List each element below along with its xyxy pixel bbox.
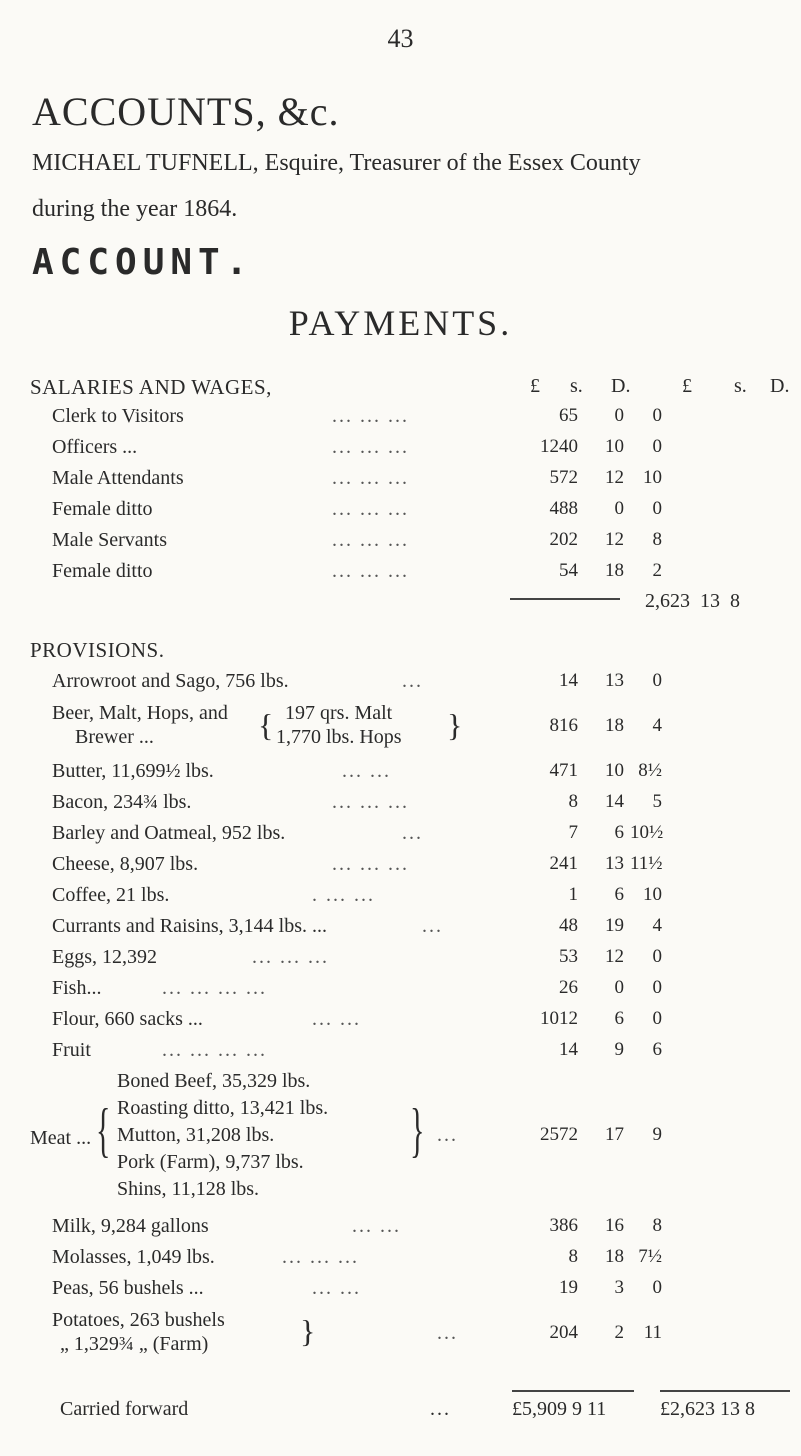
item-label: Flour, 660 sacks ...	[52, 1008, 203, 1030]
leader-dots: ... ... ...	[332, 853, 409, 875]
amount-pence: 0	[652, 405, 662, 426]
amount-pence: 0	[652, 1008, 662, 1029]
payments-title: PAYMENTS.	[288, 303, 513, 343]
col-head-shillings: s.	[570, 375, 583, 397]
total-pence: 8	[730, 590, 740, 612]
item-label: Fish...	[52, 977, 102, 999]
leader-dots: ... ... ...	[332, 560, 409, 582]
meat-line: Pork (Farm), 9,737 lbs.	[117, 1151, 304, 1173]
amount-pounds: 8	[568, 791, 578, 812]
amount-pounds: 1240	[540, 436, 578, 457]
leader-dots: ... ... ... ...	[162, 1039, 267, 1061]
amount-pence: 0	[652, 498, 662, 519]
amount-shillings: 0	[614, 977, 624, 998]
subtotal-rule	[510, 598, 620, 600]
amount-pounds: 204	[549, 1322, 578, 1343]
beer-label-line-1: Beer, Malt, Hops, and	[52, 702, 228, 724]
leader-dots: ... ... ...	[332, 791, 409, 813]
carried-forward-label: Carried forward	[60, 1398, 189, 1420]
leader-dots: ...	[402, 670, 423, 692]
col-head-pounds-2: £	[682, 375, 692, 397]
leader-dots: ... ... ... ...	[162, 977, 267, 999]
col-head-pounds: £	[530, 375, 540, 397]
amount-pounds: 202	[549, 529, 578, 550]
leader-dots: ...	[430, 1398, 451, 1420]
right-brace-icon: }	[447, 707, 463, 743]
amount-pounds: 2572	[540, 1124, 578, 1145]
amount-shillings: 9	[614, 1039, 624, 1060]
item-label: Clerk to Visitors	[52, 405, 184, 427]
amount-pounds: 65	[559, 405, 578, 426]
potatoes-line-2: „ 1,329¾ „ (Farm)	[60, 1333, 209, 1355]
carried-total-2: £2,623 13 8	[660, 1398, 755, 1420]
amount-pounds: 1012	[540, 1008, 578, 1029]
leader-dots: ... ... ...	[332, 436, 409, 458]
leader-dots: ... ... ...	[332, 498, 409, 520]
total-shillings: 13	[700, 590, 720, 612]
item-label: Officers ...	[52, 436, 138, 458]
leader-dots: ... ... ...	[332, 467, 409, 489]
meat-line: Mutton, 31,208 lbs.	[117, 1124, 275, 1146]
meat-line: Boned Beef, 35,329 lbs.	[117, 1070, 311, 1092]
left-brace-icon: {	[96, 1097, 111, 1163]
salaries-heading: SALARIES AND WAGES,	[30, 375, 272, 399]
amount-pence: 8	[652, 1215, 662, 1236]
item-label: Fruit	[52, 1039, 91, 1061]
amount-shillings: 0	[614, 405, 624, 426]
col-head-pence-2: D.	[770, 375, 790, 397]
amount-pence: 9	[652, 1124, 662, 1145]
item-label: Bacon, 234¾ lbs.	[52, 791, 192, 813]
amount-shillings: 19	[605, 915, 624, 936]
amount-shillings: 6	[614, 884, 624, 905]
carried-rule-2	[660, 1390, 790, 1392]
beer-malt: 197 qrs. Malt	[285, 702, 393, 724]
item-label: Male Attendants	[52, 467, 184, 489]
amount-shillings: 17	[605, 1124, 624, 1145]
amount-shillings: 18	[605, 560, 624, 581]
amount-pounds: 386	[549, 1215, 578, 1236]
col-head-shillings-2: s.	[734, 375, 747, 397]
item-label: Female ditto	[52, 498, 153, 520]
amount-shillings: 12	[605, 467, 624, 488]
amount-pounds: 19	[559, 1277, 578, 1298]
leader-dots: ... ... ...	[332, 529, 409, 551]
provisions-heading: PROVISIONS.	[30, 638, 165, 662]
leader-dots: ... ... ...	[332, 405, 409, 427]
item-label: Milk, 9,284 gallons	[52, 1215, 209, 1237]
amount-pence: 0	[652, 977, 662, 998]
amount-pounds: 48	[559, 915, 578, 936]
intro-line-1: MICHAEL TUFNELL, Esquire, Treasurer of the Essex County	[32, 150, 641, 176]
left-brace-icon: {	[258, 707, 274, 743]
leader-dots: ... ...	[342, 760, 391, 782]
amount-pounds: 816	[549, 715, 578, 736]
amount-shillings: 16	[605, 1215, 624, 1236]
amount-shillings: 18	[605, 1246, 624, 1267]
amount-pence: 0	[652, 670, 662, 691]
beer-label-line-2: Brewer ...	[75, 726, 154, 748]
amount-pence: 4	[652, 715, 662, 736]
leader-dots: ... ...	[352, 1215, 401, 1237]
item-label: Coffee, 21 lbs.	[52, 884, 170, 906]
item-label: Female ditto	[52, 560, 153, 582]
amount-pounds: 572	[549, 467, 578, 488]
item-label: Butter, 11,699½ lbs.	[52, 760, 214, 782]
amount-pounds: 8	[568, 1246, 578, 1267]
page-number: 43	[387, 24, 414, 53]
right-brace-icon: }	[300, 1313, 316, 1349]
item-label: Peas, 56 bushels ...	[52, 1277, 204, 1299]
item-label: Arrowroot and Sago, 756 lbs.	[52, 670, 289, 692]
leader-dots: ...	[437, 1124, 458, 1146]
amount-pence: 10	[643, 884, 662, 905]
amount-shillings: 10	[605, 436, 624, 457]
amount-pounds: 241	[549, 853, 578, 874]
item-label: Eggs, 12,392	[52, 946, 157, 968]
meat-prefix: Meat ...	[30, 1127, 92, 1149]
item-label: Currants and Raisins, 3,144 lbs. ...	[52, 915, 327, 937]
amount-pence: 11½	[630, 853, 663, 874]
salaries-total	[645, 590, 740, 613]
potatoes-line-1: Potatoes, 263 bushels	[52, 1309, 225, 1331]
amount-shillings: 12	[605, 946, 624, 967]
amount-pence: 0	[652, 436, 662, 457]
total-pounds: 2,623	[645, 590, 690, 612]
col-head-pence: D.	[611, 375, 631, 397]
amount-pence: 5	[652, 791, 662, 812]
leader-dots: ...	[437, 1322, 458, 1344]
amount-pounds: 26	[559, 977, 578, 998]
amount-shillings: 14	[605, 791, 624, 812]
intro-line-2: during the year 1864.	[32, 196, 238, 222]
amount-pence: 11	[643, 1322, 662, 1343]
amount-shillings: 12	[605, 529, 624, 550]
amount-pence: 8½	[638, 760, 662, 781]
amount-shillings: 13	[605, 853, 624, 874]
right-brace-icon: }	[410, 1097, 425, 1163]
amount-shillings: 6	[614, 1008, 624, 1029]
leader-dots: ... ... ...	[252, 946, 329, 968]
amount-pence: 10	[643, 467, 662, 488]
amount-pence: 8	[652, 529, 662, 550]
amount-pounds: 1	[568, 884, 578, 905]
leader-dots: ... ...	[312, 1008, 361, 1030]
carried-total-1: £5,909 9 11	[512, 1398, 607, 1420]
page-heading: ACCOUNTS, &c.	[32, 89, 340, 134]
account-title: ACCOUNT.	[32, 242, 254, 283]
item-label: Male Servants	[52, 529, 167, 551]
amount-pounds: 54	[559, 560, 578, 581]
amount-pounds: 471	[549, 760, 578, 781]
amount-shillings: 3	[614, 1277, 624, 1298]
amount-pounds: 14	[559, 1039, 578, 1060]
amount-shillings: 0	[614, 498, 624, 519]
leader-dots: ... ... ...	[282, 1246, 359, 1268]
amount-pence: 6	[652, 1039, 662, 1060]
beer-hops: 1,770 lbs. Hops	[276, 726, 402, 748]
carried-rule-1	[512, 1390, 634, 1392]
amount-pence: 7½	[638, 1246, 662, 1267]
amount-pounds: 7	[568, 822, 578, 843]
item-label: Cheese, 8,907 lbs.	[52, 853, 199, 875]
amount-pounds: 488	[549, 498, 578, 519]
item-label: Barley and Oatmeal, 952 lbs.	[52, 822, 286, 844]
leader-dots: . ... ...	[312, 884, 375, 906]
amount-shillings: 10	[605, 760, 624, 781]
amount-pounds: 14	[559, 670, 578, 691]
amount-pence: 0	[652, 946, 662, 967]
meat-line: Roasting ditto, 13,421 lbs.	[117, 1097, 329, 1119]
amount-pence: 2	[652, 560, 662, 581]
amount-pounds: 53	[559, 946, 578, 967]
amount-shillings: 2	[614, 1322, 624, 1343]
leader-dots: ... ...	[312, 1277, 361, 1299]
amount-shillings: 6	[614, 822, 624, 843]
amount-shillings: 13	[605, 670, 624, 691]
leader-dots: ...	[422, 915, 443, 937]
amount-pence: 4	[652, 915, 662, 936]
amount-shillings: 18	[605, 715, 624, 736]
amount-pence: 0	[652, 1277, 662, 1298]
leader-dots: ...	[402, 822, 423, 844]
amount-pence: 10½	[630, 822, 664, 843]
item-label: Molasses, 1,049 lbs.	[52, 1246, 215, 1268]
meat-line: Shins, 11,128 lbs.	[117, 1178, 260, 1200]
